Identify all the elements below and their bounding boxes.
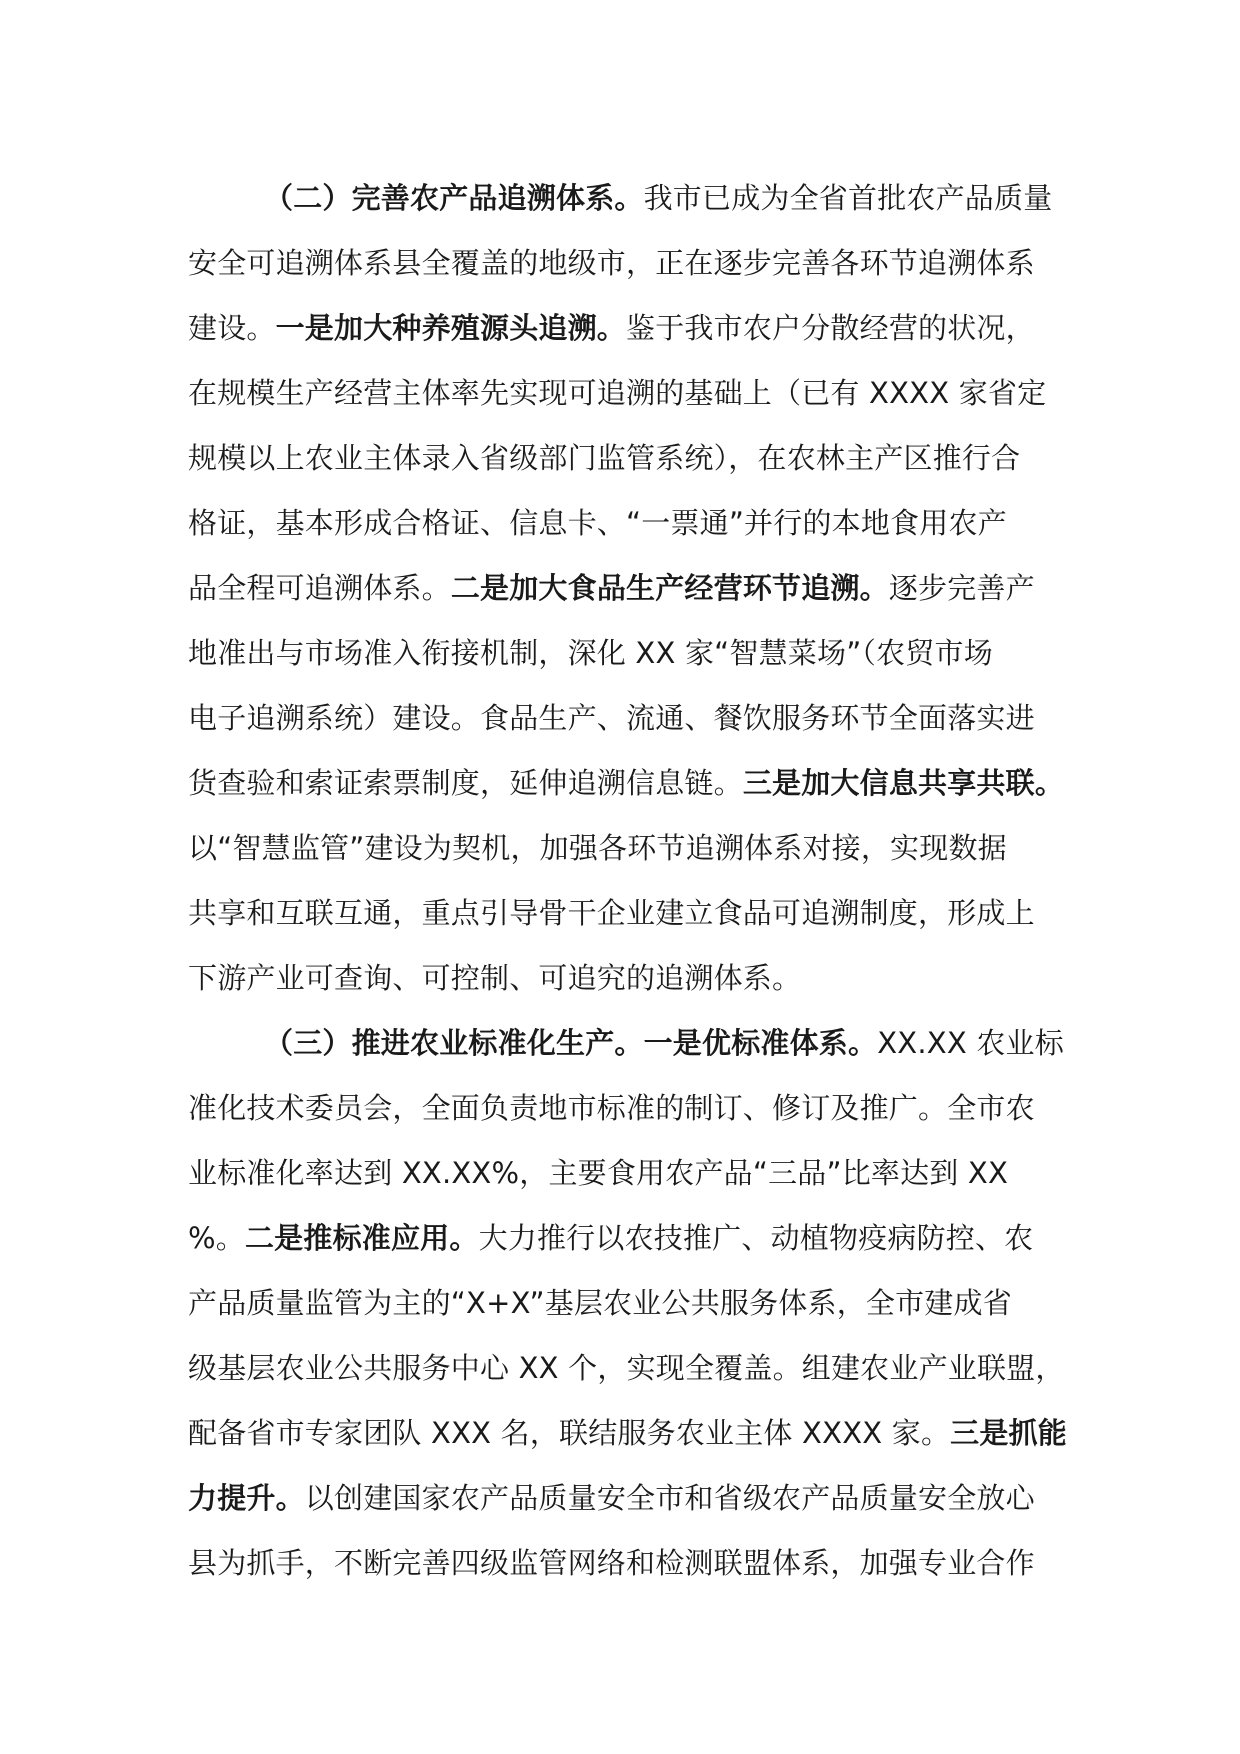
text-line <box>188 1206 1056 1271</box>
text-line <box>188 1011 1064 1076</box>
text-run: 规模以上农业主体录入省级部门监管系统），在农林主产区推行合 <box>188 441 1021 475</box>
text-line <box>188 816 1056 881</box>
text-run: 产品质量监管为主的“X+X”基层农业公共服务体系，全市建成省 <box>188 1286 1012 1320</box>
text-run: 电子追溯系统）建设。食品生产、流通、餐饮服务环节全面落实进 <box>188 701 1035 735</box>
bold-text-run: 二是推标准应用。 <box>244 1221 479 1255</box>
bold-text-run: 一是优标准体系。 <box>643 1026 878 1060</box>
text-run: 业标准化率达到 XX.XX%，主要食用农产品“三品”比率达到 XX <box>188 1156 1009 1190</box>
text-run: 共享和互联互通，重点引导骨干企业建立食品可追溯制度，形成上 <box>188 896 1035 930</box>
text-line <box>188 556 1056 621</box>
text-run: 配备省市专家团队 XXX 名，联结服务农业主体 XXXX 家。 <box>188 1416 951 1450</box>
bold-text-run: （三）推进农业标准化生产。 <box>264 1026 644 1060</box>
text-run: 下游产业可查询、可控制、可追究的追溯体系。 <box>188 961 802 995</box>
text-line <box>188 491 1056 556</box>
text-line <box>188 946 1056 1011</box>
document-body <box>188 166 1067 1596</box>
text-line <box>188 751 1065 816</box>
text-line <box>188 686 1056 751</box>
text-run: 以“智慧监管”建设为契机，加强各环节追溯体系对接，实现数据 <box>188 831 1007 865</box>
text-line <box>188 1076 1056 1141</box>
text-line <box>188 1401 1067 1466</box>
text-line <box>188 426 1056 491</box>
text-run: 准化技术委员会，全面负责地市标准的制订、修订及推广。全市农 <box>188 1091 1035 1125</box>
text-run: 县为抓手，不断完善四级监管网络和检测联盟体系，加强专业合作 <box>188 1546 1035 1580</box>
text-line <box>188 621 1056 686</box>
text-line <box>188 1466 1056 1531</box>
text-line <box>188 231 1056 296</box>
bold-text-run: （二）完善农产品追溯体系。 <box>264 181 644 215</box>
text-line <box>188 166 1056 231</box>
text-run: 货查验和索证索票制度，延伸追溯信息链。 <box>188 766 743 800</box>
text-run: 格证，基本形成合格证、信息卡、“一票通”并行的本地食用农产 <box>188 506 1007 540</box>
text-run: 在规模生产经营主体率先实现可追溯的基础上（已有 XXXX 家省定 <box>188 376 1047 410</box>
text-run: %。 <box>188 1221 245 1255</box>
text-line <box>188 361 1056 426</box>
text-line <box>188 1141 1056 1206</box>
text-line <box>188 1271 1056 1336</box>
text-line <box>188 296 1056 361</box>
text-run: 品全程可追溯体系。 <box>188 571 451 605</box>
text-run: 建设。 <box>188 311 276 345</box>
bold-text-run: 一是加大种养殖源头追溯。 <box>275 311 627 345</box>
text-run: 级基层农业公共服务中心 XX 个，实现全覆盖。组建农业产业联盟， <box>188 1351 1065 1385</box>
text-run: 以创建国家农产品质量安全市和省级农产品质量安全放心 <box>304 1481 1035 1515</box>
text-run: 地准出与市场准入衔接机制，深化 XX 家“智慧菜场”（农贸市场 <box>188 636 993 670</box>
text-run: 鉴于我市农户分散经营的状况， <box>626 311 1035 345</box>
text-run: 安全可追溯体系县全覆盖的地级市，正在逐步完善各环节追溯体系 <box>188 246 1035 280</box>
text-run: 大力推行以农技推广、动植物疫病防控、农 <box>478 1221 1034 1255</box>
text-line <box>188 881 1056 946</box>
bold-text-run: 力提升。 <box>188 1481 305 1515</box>
bold-text-run: 三是抓能 <box>950 1416 1067 1450</box>
text-line <box>188 1336 1065 1401</box>
text-run: XX.XX 农业标 <box>877 1026 1064 1060</box>
bold-text-run: 三是加大信息共享共联。 <box>742 766 1065 800</box>
text-line <box>188 1531 1056 1596</box>
text-run: 逐步完善产 <box>888 571 1035 605</box>
text-run: 我市已成为全省首批农产品质量 <box>643 181 1053 215</box>
bold-text-run: 二是加大食品生产经营环节追溯。 <box>450 571 889 605</box>
